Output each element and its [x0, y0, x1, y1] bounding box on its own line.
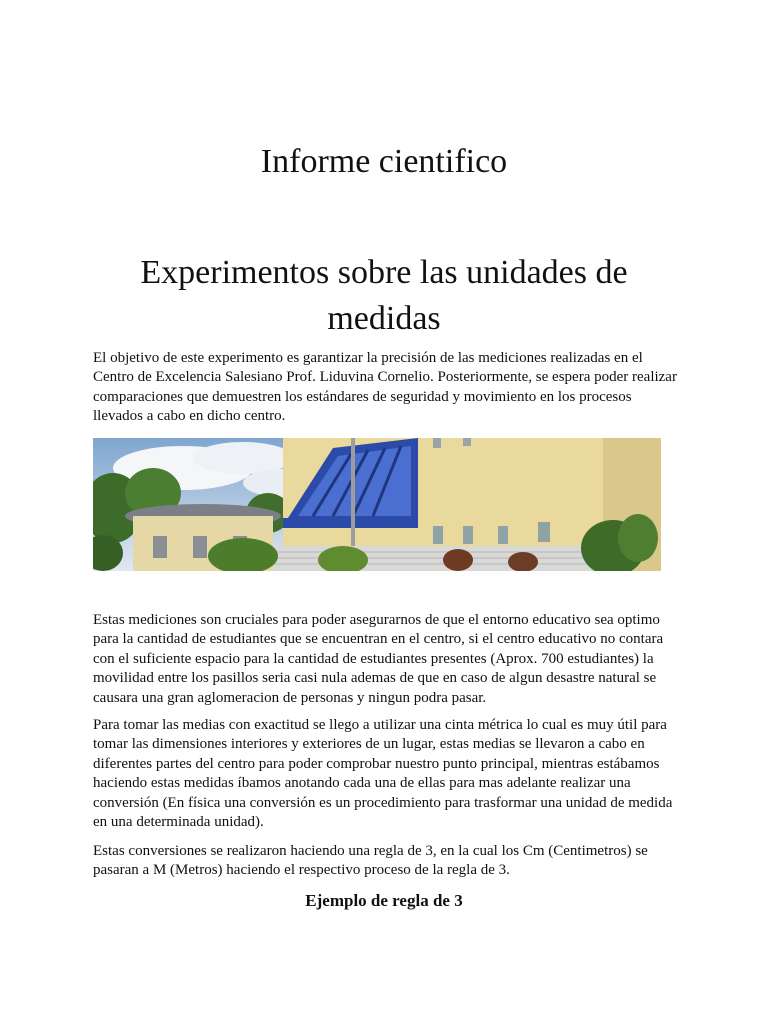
document-title: Informe cientifico — [260, 143, 508, 180]
paragraph-objective: El objetivo de este experimento es garantizar la precisión de las mediciones realizadas en el Centro de Excelencia Salesiano Prof. Liduvina Cornelio. Posteriormente, se espera poder realizar comparaciones que demuestren los estándares de seguridad y movimiento en los procesos llevados a cabo en dicho centro. — [93, 350, 677, 425]
paragraph-conversion: Estas conversiones se realizaron haciendo una regla de 3, en la cual los Cm (Centimetros) se pasaran a M (Metros) haciendo el respectivo proceso de la regla de 3. — [93, 843, 648, 879]
paragraph-method: Para tomar las medias con exactitud se llego a utilizar una cinta métrica lo cual es muy útil para tomar las dimensiones interiores y exteriores de un lugar, estas medias se llevaron a cabo en diferentes partes del centro para poder comprobar nuestro punto principal, mientras estábamos haciendo estas medidas íbamos anotando cada una de ellas para mas adelante realizar una conversión (En física una conversión es un procedimiento para trasformar una unidad de medida en una determinada unidad). — [93, 717, 673, 831]
document-subtitle: Experimentos sobre las unidades de medidas — [140, 254, 628, 337]
school-building-photo — [93, 438, 661, 571]
section-heading: Ejemplo de regla de 3 — [305, 891, 463, 910]
paragraph-importance: Estas mediciones son cruciales para poder asegurarnos de que el entorno educativo sea optimo para la cantidad de estudiantes que se encuentran en el centro, si el centro educativo no contara con el suficiente espacio para la cantidad de estudiantes presentes (Aprox. 700 estudiantes) la movilidad entre los pasillos seria casi nula ademas de que en caso de algun desastre natural se causara una gran aglomeracion de personas y ningun podra pasar. — [93, 612, 664, 706]
